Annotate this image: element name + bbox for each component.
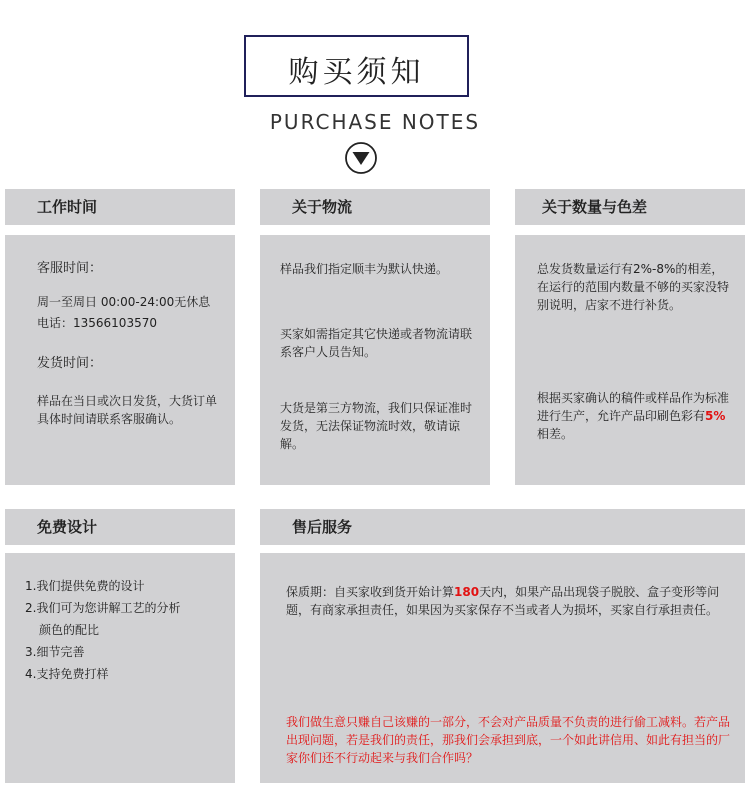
warranty-days: 180 <box>454 585 480 599</box>
chevron-down-circle-icon <box>344 141 378 175</box>
quantity-panel <box>515 235 745 485</box>
title-accent-line <box>244 35 364 37</box>
page-title: 购买须知 <box>288 55 425 90</box>
design-item-3: 3.细节完善 <box>25 645 85 659</box>
service-time-label: 客服时间： <box>37 261 103 276</box>
logistics-p3: 大货是第三方物流，我们只保证准时发货，无法保证物流时效，敬请谅解。 <box>280 401 473 451</box>
warranty-before: 保质期：自买家收到货开始计算 <box>286 585 455 599</box>
after-sales-heading: 售后服务 <box>260 509 745 545</box>
quantity-p2-before: 根据买家确认的稿件或样品作为标准进行生产，允许产品印刷色彩有 <box>537 391 730 423</box>
design-item-2: 2.我们可为您讲解工艺的分析 <box>25 601 181 615</box>
work-time-heading: 工作时间 <box>5 189 235 225</box>
warranty-after: 天内，如果产品出现袋子脱胶、盒子变形等问题，有商家承担责任，如果因为买家保存不当或者人为损坏，买家自行承担责任。 <box>286 585 720 617</box>
logistics-heading: 关于物流 <box>260 189 490 225</box>
logistics-p2: 买家如需指定其它快递或者物流请联系客户人员告知。 <box>280 327 473 359</box>
free-design-panel <box>5 553 235 783</box>
work-time-panel <box>5 235 235 485</box>
phone-number: 电话：13566103570 <box>37 316 157 330</box>
promise-text: 我们做生意只赚自己该赚的一部分，不会对产品质量不负责的进行偷工减料。若产品出现问题，若是我们的责任，那我们会承担到底，一个如此讲信用、如此有担当的厂家你们还不行动起来与我们合作吗？ <box>286 715 731 765</box>
ship-time-label: 发货时间： <box>37 356 103 371</box>
ship-time-text: 样品在当日或次日发货，大货订单具体时间请联系客服确认。 <box>37 394 218 426</box>
after-sales-panel <box>260 553 745 783</box>
design-item-2-cont: 颜色的配比 <box>39 623 100 637</box>
quantity-heading: 关于数量与色差 <box>515 189 745 225</box>
design-item-1: 1.我们提供免费的设计 <box>25 579 145 593</box>
page-subtitle: PURCHASE NOTES <box>269 110 481 134</box>
service-hours: 周一至周日 00:00-24:00无休息 <box>37 295 211 309</box>
logistics-panel <box>260 235 490 485</box>
quantity-p1: 总发货数量运行有2%-8%的相差，在运行的范围内数量不够的买家没特别说明，店家不进行补货。 <box>537 262 730 312</box>
quantity-p2 <box>537 389 732 443</box>
warranty-text <box>286 583 726 619</box>
color-tolerance-value: 5% <box>705 409 726 423</box>
logistics-p1: 样品我们指定顺丰为默认快递。 <box>280 262 449 276</box>
design-item-4: 4.支持免费打样 <box>25 667 109 681</box>
quantity-p2-after: 相差。 <box>537 427 574 441</box>
title-box <box>244 35 469 97</box>
free-design-heading: 免费设计 <box>5 509 235 545</box>
